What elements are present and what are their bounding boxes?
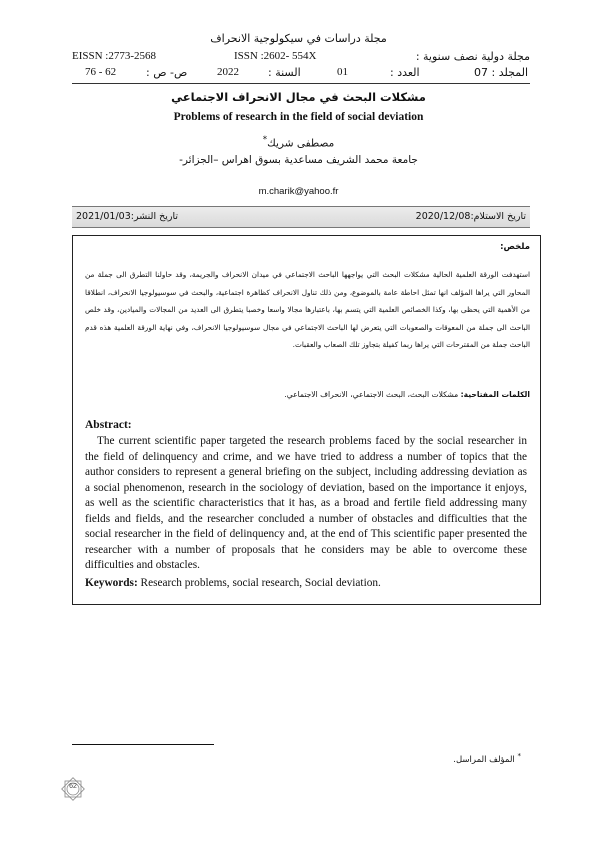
abstract-box [72, 235, 541, 605]
author-text: مصطفى شريك [267, 137, 335, 150]
affiliation: جامعة محمد الشريف مساعدية بسوق اهراس –الجزائر- [179, 154, 418, 166]
abstract-en-body: The current scientific paper targeted the research problems faced by the social researcher in the field of delinquency and crime, and we have tried to address a number of topics that the author considers to represent a general briefing on the subject, including addressing deviation as a social phenomenon, research in the sociology of deviation, based on the importance it enjoys, as well as the scientific characteristics that it has, as a broad and fertile field addressing many fields and fields, and the researcher concluded a number of obstacles and difficulties that the social researcher in the field of delinquency and, at the end of This scientific paper presented the researcher with a number of proposals that he considers may be able to overcome these difficulties and obstacles. [85, 435, 527, 571]
author-name [0, 135, 597, 150]
footnote-mark: * [517, 752, 521, 760]
title-english: Problems of research in the field of social deviation [173, 111, 424, 123]
page-range: 76 - 62 [85, 66, 117, 78]
keywords-ar [284, 390, 530, 399]
footnote-rule [72, 744, 214, 745]
issue-number: 01 [337, 66, 348, 78]
keywords-ar-label: الكلمات المفتاحية: [460, 390, 530, 399]
abstract-ar-heading: ملخص: [500, 242, 530, 252]
footnote-text: المؤلف المراسل. [453, 754, 515, 765]
page-range-label: ص- ص : [146, 66, 188, 79]
journal-type: مجلة دولية نصف سنوية : [415, 50, 530, 63]
author-mark: * [262, 135, 268, 145]
page-number: 62 [69, 783, 77, 790]
keywords-en-label: Keywords: [85, 577, 138, 589]
year-label: السنة : [268, 66, 301, 79]
abstract-ar-body: استهدفت الورقة العلمية الحالية مشكلات البحث التي يواجهها الباحث الاجتماعي في ميدان الانحراف والجريمة، وقد حاولنا التطرق الى جملة من المحاور التي يراها المؤلف انها تمثل احاطة عامة بالموضوع، ومن ذلك تناول الانحراف كظاهرة اجتماعية، والبحث في سوسيولوجيا الانحراف، انطلاقا من الأهمية التي يحظى بها، وكذا الخصائص العلمية التي يتسم بها، باعتبارها مجالا واسعا وخصبا يتطرق الى العديد من المجالات والميادين، وقد خلص الباحث الى جملة من المعوقات والصعوبات التي يتعرض لها الباحث الاجتماعي في مجال سوسيولوجيا الانحراف، وفي نهاية الورقة العلمية هذه قدم الباحث جملة من المقترحات التي يراها ربما كفيلة بتجاوز تلك الصعاب والعقبات. [85, 270, 530, 350]
header-rule [72, 83, 530, 84]
received-date: تاريخ الاستلام:2020/12/08 [415, 211, 526, 222]
keywords-ar-text: مشكلات البحث، البحث الاجتماعي، الانحراف الاجتماعي. [284, 390, 459, 399]
year-value: 2022 [217, 66, 239, 78]
journal-title: مجلة دراسات في سيكولوجية الانحراف [210, 32, 387, 45]
page-number-badge [60, 776, 86, 802]
footnote [453, 752, 521, 765]
keywords-en [85, 577, 381, 589]
abstract-en-heading: Abstract: [85, 419, 132, 431]
dates-bar [72, 206, 530, 228]
author-email[interactable]: m.charik@yahoo.fr [258, 186, 339, 197]
published-date: تاريخ النشر:2021/01/03 [76, 211, 179, 222]
volume: المجلد : 07 [474, 66, 528, 79]
issn: ISSN :2602- 554X [234, 50, 317, 62]
title-arabic: مشكلات البحث في مجال الانحراف الاجتماعي [171, 90, 426, 104]
eissn: EISSN :2773-2568 [72, 50, 157, 62]
keywords-en-text: Research problems, social research, Social deviation. [140, 577, 381, 589]
issue-label: العدد : [390, 66, 420, 79]
